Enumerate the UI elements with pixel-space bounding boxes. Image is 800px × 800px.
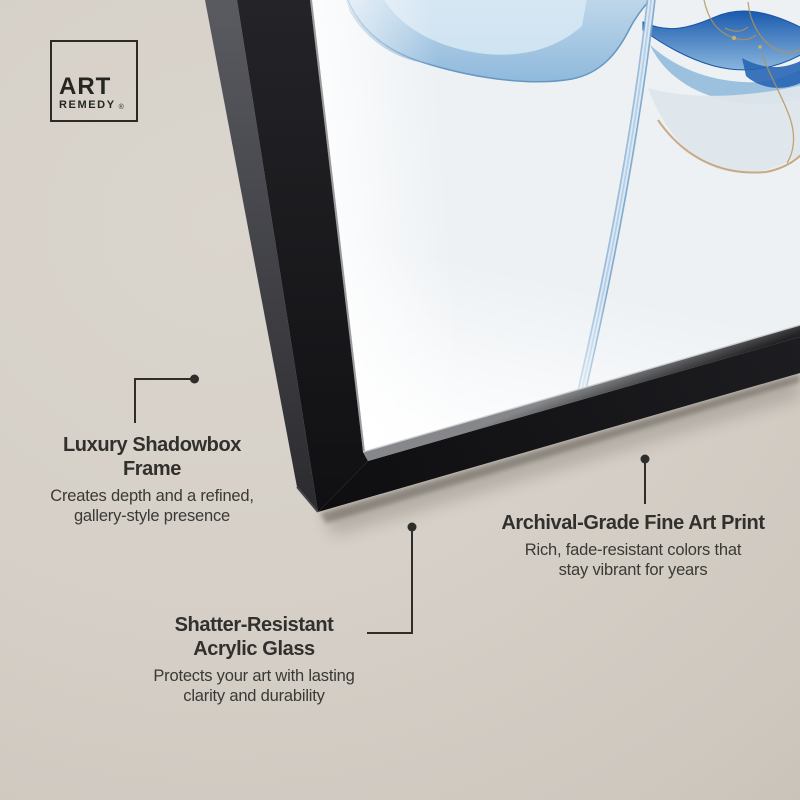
callout-description: Protects your art with lasting	[153, 667, 355, 685]
connector-dot-frame	[190, 375, 199, 384]
artwork-print	[300, 0, 800, 465]
connector-line-frame	[135, 379, 195, 423]
registered-trademark-icon: ®	[118, 104, 124, 111]
callout-title: Luxury Shadowbox	[62, 434, 242, 456]
connector-line-glass	[367, 527, 412, 633]
brand-name-line2: REMEDY	[59, 99, 116, 111]
brand-logo	[50, 40, 138, 122]
connector-dot-glass	[408, 523, 417, 532]
callout-title: Frame	[122, 458, 182, 480]
callout-description: Creates depth and a refined,	[50, 487, 254, 505]
callout-description: gallery-style presence	[73, 506, 231, 525]
connector-dot-print	[641, 455, 650, 464]
callout-description: clarity and durability	[183, 686, 325, 705]
callout-title: Archival-Grade Fine Art Print	[501, 512, 765, 534]
callout-title: Acrylic Glass	[193, 638, 315, 660]
glass-glare-left	[300, 0, 800, 465]
brand-name-line1: ART	[59, 72, 112, 100]
callout-description: Rich, fade-resistant colors that	[524, 541, 742, 559]
callout-fine-art-print	[501, 511, 764, 580]
callout-title: Shatter-Resistant	[174, 614, 334, 636]
callout-shadowbox-frame	[50, 433, 254, 526]
callout-acrylic-glass	[153, 613, 354, 706]
callout-description: stay vibrant for years	[558, 560, 708, 579]
